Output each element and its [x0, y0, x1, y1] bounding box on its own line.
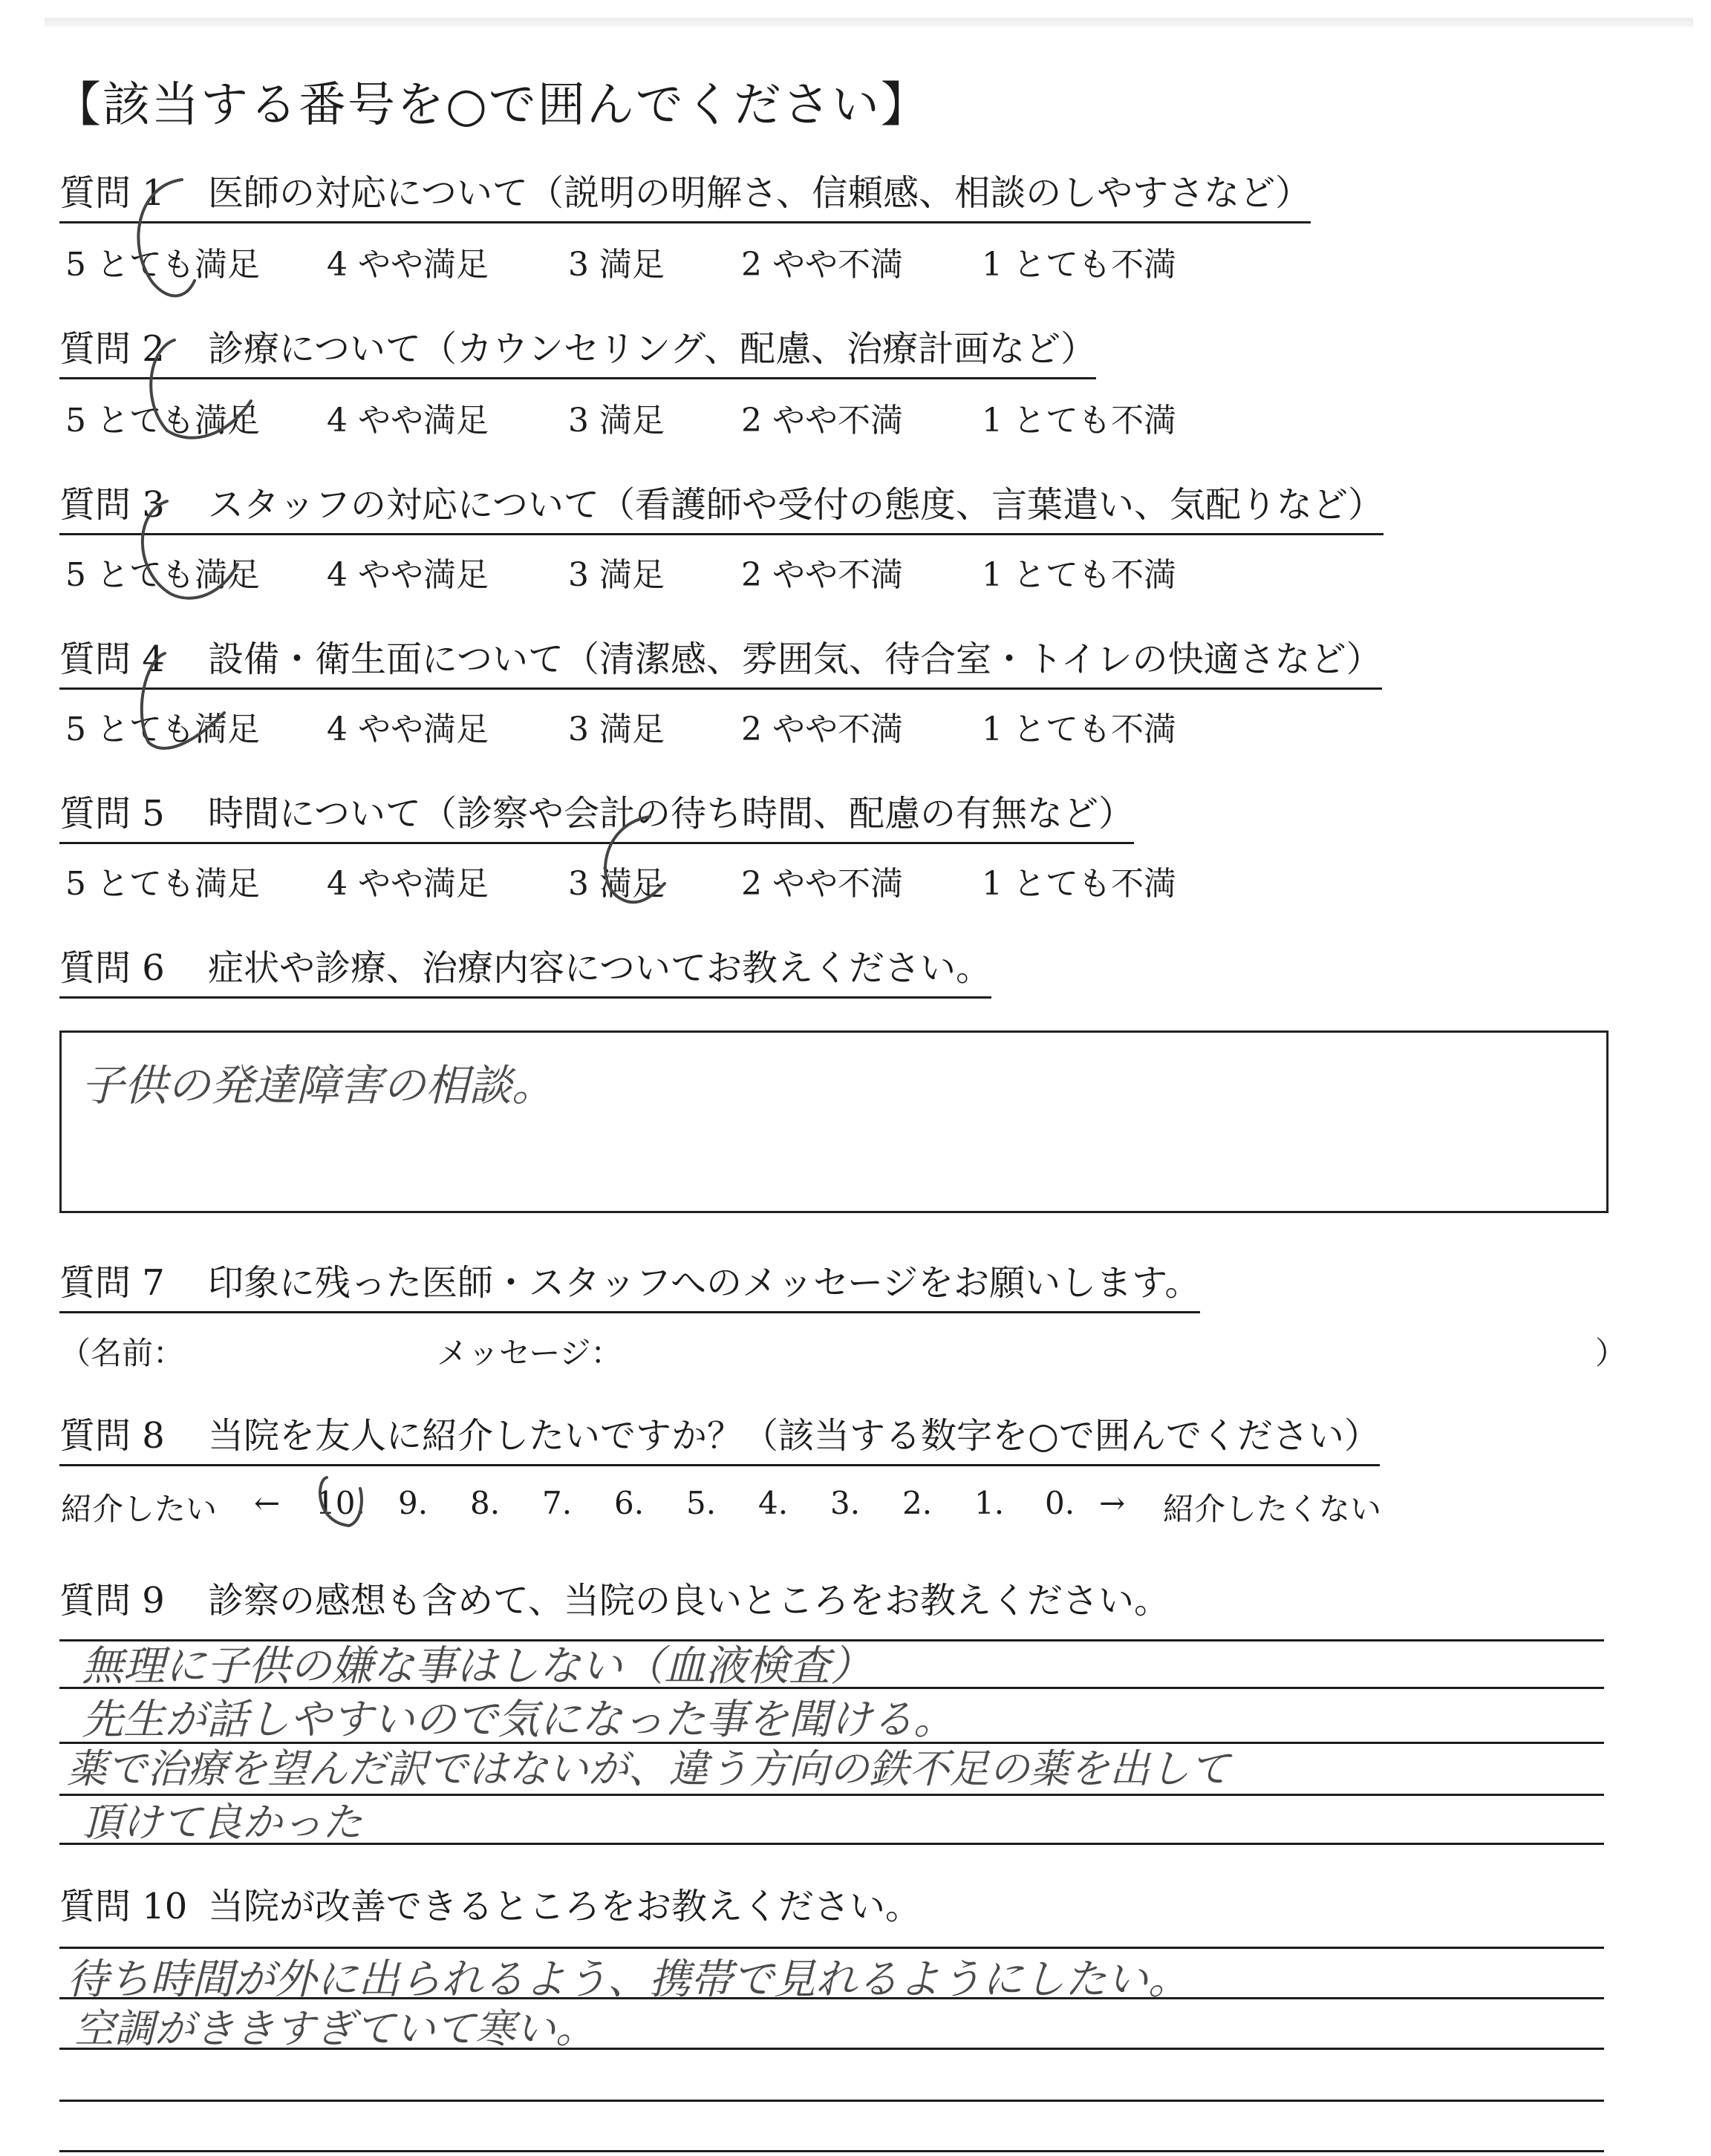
q8-left-label: 紹介したい: [61, 1491, 218, 1527]
rating-option-4[interactable]: 4 やや満足: [327, 402, 489, 440]
question-7-title: [59, 1262, 1200, 1313]
rating-option-2[interactable]: 2 やや不満: [741, 246, 903, 284]
rating-option-3[interactable]: 3 満足: [568, 865, 665, 903]
rating-option-2[interactable]: 2 やや不満: [741, 402, 903, 440]
question-text: 設備・衛生面について（清潔感、雰囲気、待合室・トイレの快適さなど）: [208, 638, 1382, 680]
question-number: 質問 9: [59, 1580, 165, 1621]
rating-option-3[interactable]: 3 満足: [568, 246, 665, 284]
rating-option-5[interactable]: 5 とても満足: [65, 710, 260, 748]
rating-option-4[interactable]: 4 やや満足: [327, 556, 489, 594]
q8-option-4[interactable]: 4.: [758, 1485, 789, 1521]
question-4-title: [59, 638, 1382, 690]
rating-option-1[interactable]: 1 とても不満: [982, 865, 1176, 903]
rating-option-3[interactable]: 3 満足: [568, 402, 665, 440]
question-text: 診察の感想も含めて、当院の良いところをお教えください。: [208, 1580, 1170, 1621]
rating-option-5[interactable]: 5 とても満足: [65, 865, 260, 903]
rating-option-2[interactable]: 2 やや不満: [741, 710, 903, 748]
q7-name-label: （名前：: [59, 1335, 185, 1371]
rating-option-2[interactable]: 2 やや不満: [741, 865, 903, 903]
rating-option-4[interactable]: 4 やや満足: [327, 710, 489, 748]
q6-answer-box[interactable]: [59, 1030, 1609, 1213]
question-number: 質問 10: [59, 1886, 188, 1927]
q8-option-1[interactable]: 1.: [974, 1485, 1005, 1521]
q8-option-10[interactable]: 10.: [316, 1485, 365, 1521]
rating-option-1[interactable]: 1 とても不満: [982, 402, 1176, 440]
question-1-title: [59, 172, 1311, 223]
rating-option-3[interactable]: 3 満足: [568, 556, 665, 594]
rating-option-1[interactable]: 1 とても不満: [982, 246, 1176, 284]
rating-option-2[interactable]: 2 やや不満: [741, 556, 903, 594]
form-header: 【該当する番号を○で囲んでください】: [53, 78, 930, 133]
question-text: 医師の対応について（説明の明解さ、信頼感、相談のしやすさなど）: [208, 172, 1311, 214]
q10-handwritten-line-1: 待ち時間が外に出られるよう、携帯で見れるようにしたい。: [67, 1956, 1190, 2004]
right-arrow-icon: →: [1099, 1485, 1126, 1521]
rating-scale-q2: [0, 393, 1711, 438]
q9-handwritten-line-2: 先生が話しやすいので気になった事を聞ける。: [82, 1696, 955, 1744]
question-2-title: [59, 328, 1096, 379]
q8-option-8[interactable]: 8.: [470, 1485, 501, 1521]
question-3-title: [59, 484, 1384, 535]
rating-option-5[interactable]: 5 とても満足: [65, 402, 260, 440]
question-number: 質問 5: [59, 793, 165, 834]
q10-handwritten-line-2: 空調がききすぎていて寒い。: [74, 2005, 596, 2052]
question-number: 質問 2: [59, 328, 165, 370]
question-number: 質問 1: [59, 172, 165, 214]
q8-option-0[interactable]: 0.: [1045, 1485, 1075, 1521]
rating-scale-q3: [0, 548, 1711, 592]
question-8-title: [59, 1415, 1380, 1466]
q8-option-2[interactable]: 2.: [902, 1485, 933, 1521]
question-10-title: [59, 1886, 921, 1935]
q8-option-6[interactable]: 6.: [614, 1485, 645, 1521]
rating-scale-q4: [0, 702, 1711, 747]
q9-handwritten-line-3: 薬で治療を望んだ訳ではないが、違う方向の鉄不足の薬を出して: [67, 1745, 1230, 1792]
rating-option-5[interactable]: 5 とても満足: [65, 556, 260, 594]
question-number: 質問 7: [59, 1262, 165, 1304]
question-number: 質問 8: [59, 1415, 165, 1457]
question-number: 質問 4: [59, 638, 165, 680]
question-text: 当院を友人に紹介したいですか？（該当する数字を○で囲んでください）: [208, 1415, 1380, 1457]
rating-option-1[interactable]: 1 とても不満: [982, 710, 1176, 748]
answer-line: [59, 2150, 1604, 2152]
rating-option-3[interactable]: 3 満足: [568, 710, 665, 748]
question-text: 印象に残った医師・スタッフへのメッセージをお願いします。: [208, 1262, 1201, 1304]
rating-scale-q1: [0, 238, 1711, 282]
question-5-title: [59, 793, 1134, 844]
question-9-title: [59, 1580, 1170, 1629]
rating-option-5[interactable]: 5 とても満足: [65, 246, 260, 284]
rating-option-1[interactable]: 1 とても不満: [982, 556, 1176, 594]
left-arrow-icon: ←: [254, 1485, 281, 1521]
scan-top-edge: [45, 18, 1693, 27]
q8-option-3[interactable]: 3.: [830, 1485, 861, 1521]
rating-scale-q5: [0, 857, 1711, 901]
q8-option-7[interactable]: 7.: [542, 1485, 573, 1521]
q9-handwritten-line-4: 頂けて良かった: [82, 1799, 362, 1846]
q6-handwritten-answer: 子供の発達障害の相談。: [81, 1060, 555, 1111]
question-text: スタッフの対応について（看護師や受付の態度、言葉遣い、気配りなど）: [208, 484, 1384, 526]
question-text: 時間について（診察や会計の待ち時間、配慮の有無など）: [208, 793, 1135, 834]
q8-option-5[interactable]: 5.: [686, 1485, 717, 1521]
q8-option-9[interactable]: 9.: [398, 1485, 428, 1521]
rating-option-4[interactable]: 4 やや満足: [327, 865, 489, 903]
q8-right-label: 紹介したくない: [1163, 1491, 1382, 1527]
question-text: 症状や診療、治療内容についてお教えください。: [208, 947, 992, 989]
answer-line: [59, 2100, 1604, 2102]
q7-close-paren: ）: [1595, 1335, 1627, 1371]
question-6-title: [59, 947, 991, 999]
question-number: 質問 3: [59, 484, 165, 526]
rating-option-4[interactable]: 4 やや満足: [327, 246, 489, 284]
question-text: 当院が改善できるところをお教えください。: [208, 1886, 922, 1927]
question-text: 診療について（カウンセリング、配慮、治療計画など）: [208, 328, 1097, 370]
q8-recommend-scale: [0, 1485, 1711, 1529]
question-number: 質問 6: [59, 947, 165, 989]
q9-handwritten-line-1: 無理に子供の嫌な事はしない（血液検査）: [82, 1642, 872, 1690]
q7-message-label: メッセージ：: [437, 1335, 622, 1371]
